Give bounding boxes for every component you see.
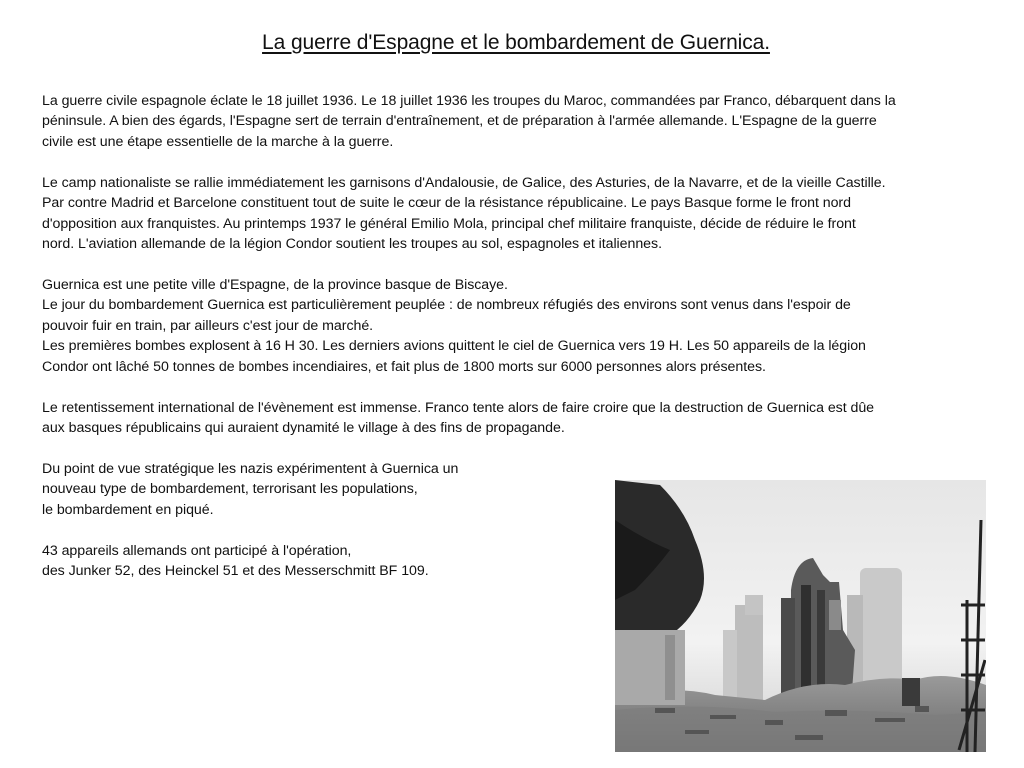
guernica-ruins-photo [615,480,986,752]
text-line: Le camp nationaliste se rallie immédiatement les garnisons d'Andalousie, de Galice, des Asturies, de la Navarre, et de la vieille Castille. [42,175,886,191]
text-line: Du point de vue stratégique les nazis expérimentent à Guernica un [42,461,459,477]
text-line: 43 appareils allemands ont participé à l'opération, [42,543,352,559]
text-line: civile est une étape essentielle de la marche à la guerre. [42,133,394,150]
text-line: Par contre Madrid et Barcelone constituent tout de suite le cœur de la résistance républicaine. Le pays Basque forme le front nord [42,195,851,212]
ruins-image [615,480,986,752]
text-line: d'opposition aux franquistes. Au printemps 1937 le général Emilio Mola, principal chef militaire franquiste, décide de réduire le front [42,215,856,232]
text-line: Les premières bombes explosent à 16 H 30. Les derniers avions quittent le ciel de Guernica vers 19 H. Les 50 appareils de la légion [42,338,866,355]
text-line: nord. L'aviation allemande de la légion Condor soutient les troupes au sol, espagnoles et italiennes. [42,236,662,253]
text-line: pouvoir fuir en train, par ailleurs c'est jour de marché. [42,317,374,334]
paragraph-nationalist-camp [42,173,1002,255]
text-line: aux basques républicains qui auraient dynamité le village à des fins de propagande. [42,420,565,437]
text-line: nouveau type de bombardement, terrorisant les populations, [42,481,418,498]
text-line: des Junker 52, des Heinckel 51 et des Messerschmitt BF 109. [42,563,429,580]
text-line: Le retentissement international de l'évènement est immense. Franco tente alors de faire croire que la destruction de Guernica est dûe [42,400,875,416]
text-line: le bombardement en piqué. [42,501,214,518]
text-line: Guernica est une petite ville d'Espagne, de la province basque de Biscaye. [42,277,508,293]
text-line: La guerre civile espagnole éclate le 18 juillet 1936. Le 18 juillet 1936 les troupes du Maroc, commandées par Franco, débarquent dans la [42,93,896,109]
text-line: Condor ont lâché 50 tonnes de bombes incendiaires, et fait plus de 1800 morts sur 6000 personnes alors présentes. [42,358,766,375]
paragraph-guernica-bombing [42,275,1002,377]
paragraph-international-reaction [42,398,1002,439]
text-line: péninsule. A bien des égards, l'Espagne sert de terrain d'entraînement, et de préparation à l'armée allemande. L'Espagne de la guerre [42,113,877,130]
text-line: Le jour du bombardement Guernica est particulièrement peuplée : de nombreux réfugiés des environs sont venus dans l'espoir de [42,297,851,314]
slide-title: La guerre d'Espagne et le bombardement de Guernica. [262,31,770,54]
paragraph-outbreak [42,91,1002,152]
